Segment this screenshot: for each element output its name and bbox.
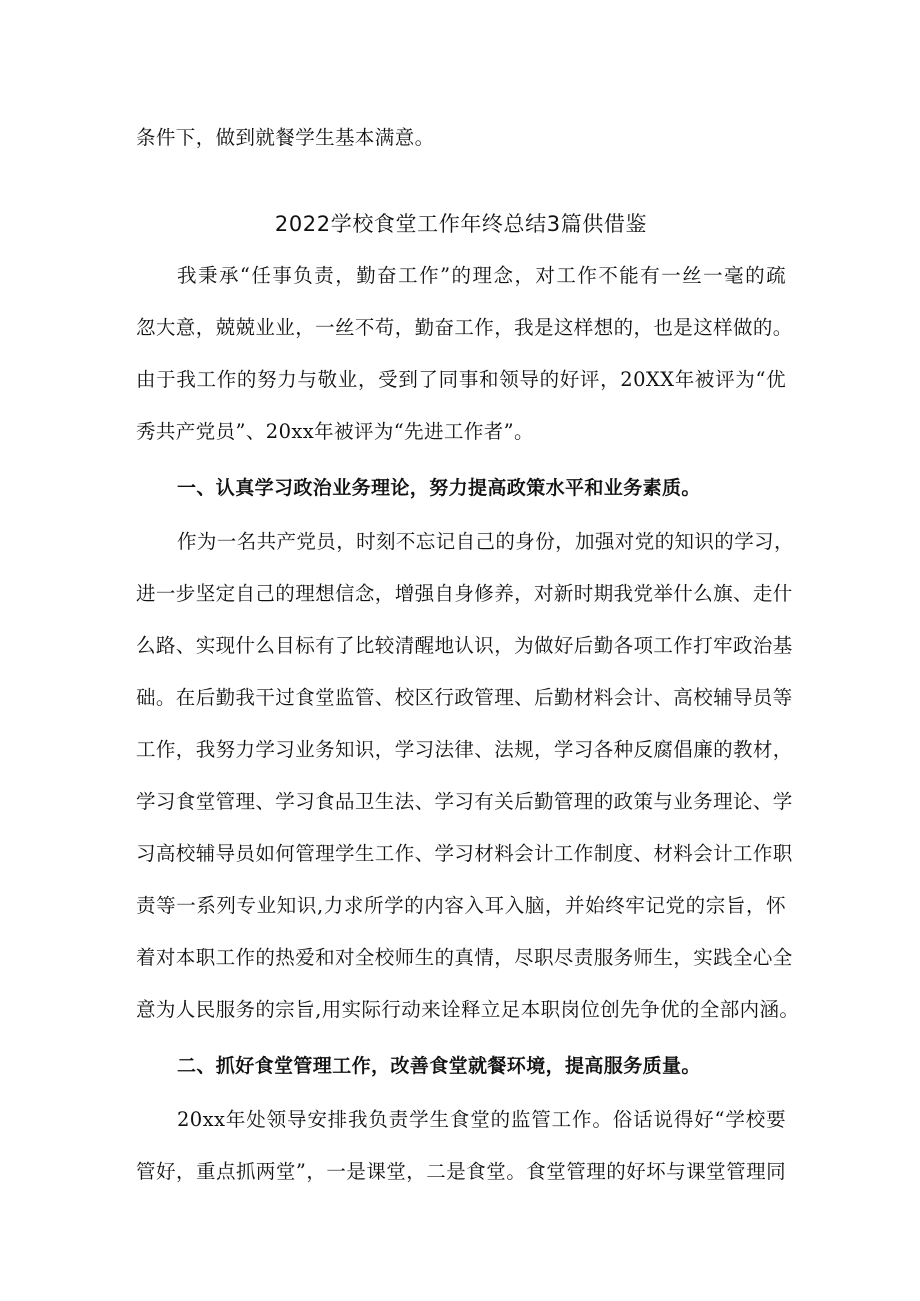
paragraph-line: 20xx年处领导安排我负责学生食堂的监管工作。俗话说得好“学校要 (177, 1108, 786, 1131)
paragraph-line: 习高校辅导员如何管理学生工作、学习材料会计工作制度、材料会计工作职 (136, 842, 793, 865)
paragraph-line: 管好，重点抓两堂”，一是课堂，二是食堂。食堂管理的好坏与课堂管理同 (136, 1160, 786, 1183)
paragraph-line: 作为一名共产党员，时刻不忘记自己的身份，加强对党的知识的学习， (177, 530, 794, 553)
paragraph-line: 责等一系列专业知识,力求所学的内容入耳入脑，并始终牢记党的宗旨，怀 (136, 894, 786, 917)
paragraph-line: 进一步坚定自己的理想信念，增强自身修养，对新时期我党举什么旗、走什 (136, 582, 793, 605)
paragraph-line: 么路、实现什么目标有了比较清醒地认识，为做好后勤各项工作打牢政治基 (136, 634, 793, 657)
paragraph-line: 我秉承“任事负责，勤奋工作”的理念，对工作不能有一丝一毫的疏 (177, 264, 786, 287)
paragraph-line: 工作，我努力学习业务知识，学习法律、法规，学习各种反腐倡廉的教材， (136, 738, 793, 761)
paragraph-line: 由于我工作的努力与敬业，受到了同事和领导的好评，20XX年被评为“优 (136, 368, 786, 391)
paragraph-line: 础。在后勤我干过食堂监管、校区行政管理、后勤材料会计、高校辅导员等 (136, 686, 793, 709)
paragraph-line: 秀共产党员”、20xx年被评为“先进工作者”。 (136, 420, 534, 443)
section-heading-2: 二、抓好食堂管理工作，改善食堂就餐环境，提高服务质量。 (177, 1055, 701, 1077)
paragraph-line: 着对本职工作的热爱和对全校师生的真情，尽职尽责服务师生，实践全心全 (136, 946, 793, 969)
document-title: 2022学校食堂工作年终总结3篇供借鉴 (274, 212, 648, 236)
paragraph-line: 意为人民服务的宗旨,用实际行动来诠释立足本职岗位创先争优的全部内涵。 (136, 998, 800, 1021)
paragraph-line: 学习食堂管理、学习食品卫生法、学习有关后勤管理的政策与业务理论、学 (136, 790, 793, 813)
paragraph-line: 忽大意，兢兢业业，一丝不苟，勤奋工作，我是这样想的，也是这样做的。 (136, 316, 793, 339)
section-heading-1: 一、认真学习政治业务理论，努力提高政策水平和业务素质。 (177, 477, 701, 499)
paragraph-line: 条件下，做到就餐学生基本满意。 (136, 126, 435, 149)
